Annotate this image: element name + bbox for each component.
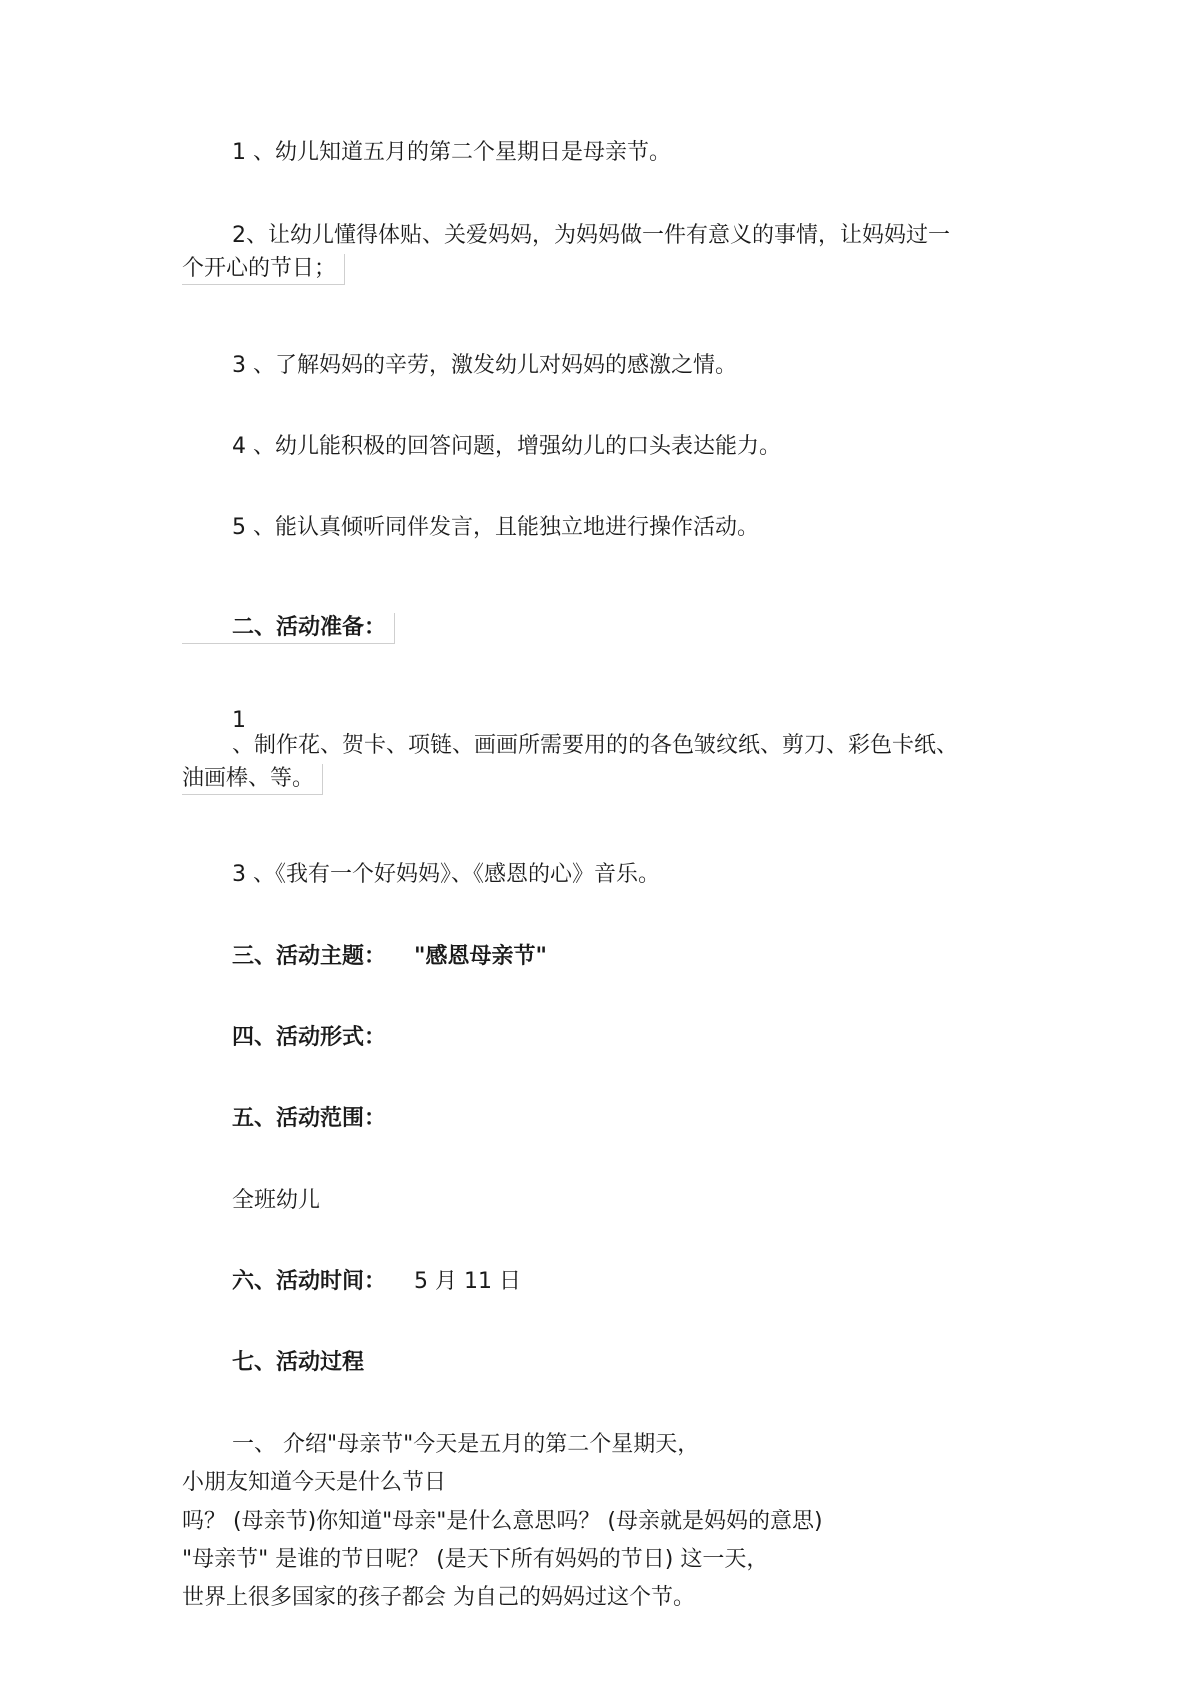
goal-5: 5 、能认真倾听同伴发言，且能独立地进行操作活动。 — [232, 515, 759, 540]
process-heading: 七、活动过程 — [232, 1350, 365, 1375]
scope-label: 五、活动范围： — [232, 1106, 387, 1131]
goal-3: 3 、了解妈妈的辛劳，激发幼儿对妈妈的感激之情。 — [232, 353, 737, 378]
time-row — [232, 1267, 521, 1297]
goal-2-line-1: 2、让幼儿懂得体贴、关爱妈妈，为妈妈做一件有意义的事情，让妈妈过一 — [232, 223, 950, 248]
prep-item-1-number: 1 — [232, 708, 246, 733]
goal-2-line-2: 个开心的节日； — [182, 254, 345, 285]
prep-item-1-line-1: 、制作花、贺卡、项链、画画所需要用的的各色皱纹纸、剪刀、彩色卡纸、 — [232, 733, 959, 758]
prep-heading: 二、活动准备： — [182, 613, 395, 644]
time-value: 5 月 11 日 — [414, 1269, 521, 1294]
theme-label: 三、活动主题： — [232, 944, 387, 969]
prep-item-3: 3 、《我有一个好妈妈》、《感恩的心》音乐。 — [232, 862, 660, 887]
process-line-3: 吗？ (母亲节)你知道"母亲"是什么意思吗？ (母亲就是妈妈的意思) — [182, 1509, 823, 1534]
theme-row — [232, 942, 547, 972]
scope-value: 全班幼儿 — [232, 1188, 321, 1213]
prep-item-1-line-2: 油画棒、等。 — [182, 764, 323, 795]
time-label: 六、活动时间： — [232, 1269, 387, 1294]
goal-1: 1 、幼儿知道五月的第二个星期日是母亲节。 — [232, 140, 671, 165]
process-line-2: 小朋友知道今天是什么节日 — [182, 1470, 447, 1495]
process-line-5: 世界上很多国家的孩子都会 为自己的妈妈过这个节。 — [182, 1585, 695, 1610]
process-line-1: 一、 介绍"母亲节"今天是五月的第二个星期天， — [232, 1432, 700, 1457]
form-label: 四、活动形式： — [232, 1025, 387, 1050]
process-line-4: "母亲节" 是谁的节日呢？ (是天下所有妈妈的节日) 这一天， — [182, 1547, 769, 1572]
goal-4: 4 、幼儿能积极的回答问题，增强幼儿的口头表达能力。 — [232, 434, 781, 459]
theme-value: "感恩母亲节" — [414, 944, 547, 969]
